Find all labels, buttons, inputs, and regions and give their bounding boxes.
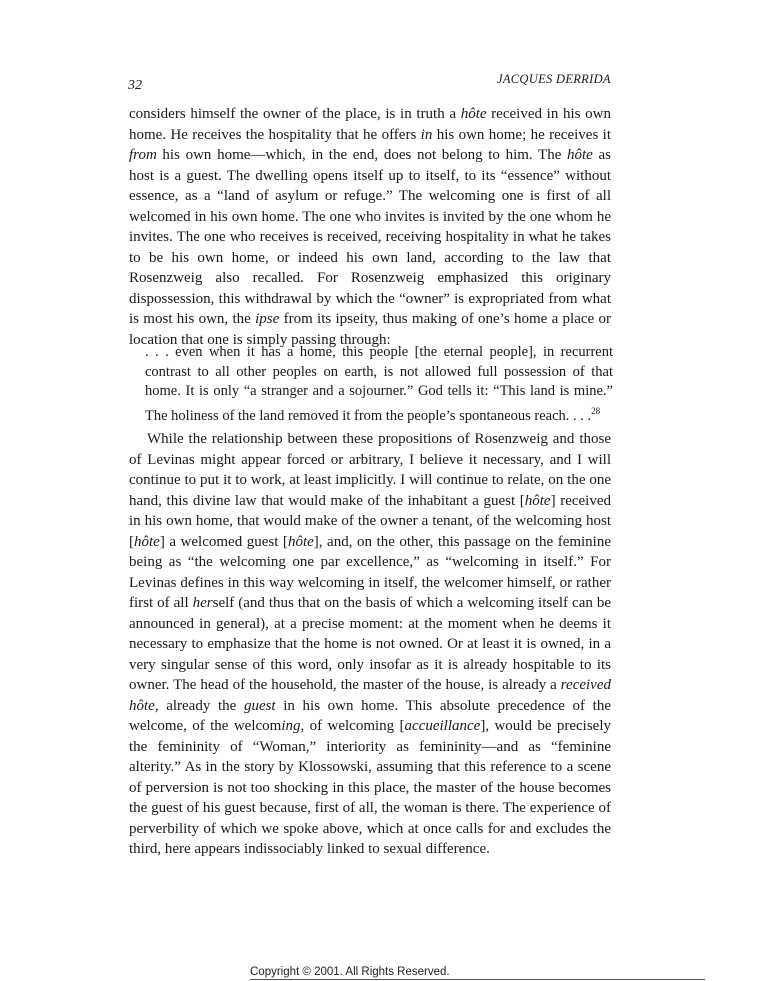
italic-text: received hôte, — [129, 677, 611, 714]
italic-text: hôte — [287, 533, 314, 550]
text-run: self (and thus that on the basis of which a welcoming itself can be announced in general), at a precise moment: at the moment when he deems it necessary to emphasize that the home is not owned. Or at least it is owned, in a very singular sense of this word, only insofar as it is already hospitable to its owner. The head of the household, the master of the house, is already a — [129, 595, 611, 693]
footnote-ref: 28 — [591, 405, 601, 416]
text-run: ], and, on the other, this passage on the feminine being as “the welcoming one par excellence,” as “welcoming in itself.” For Levinas defines in this way welcoming in itself, the welcomer himself, or rather first of all — [129, 533, 612, 611]
paragraph-2 — [129, 429, 611, 860]
text-run: from its ipseity, thus making of one’s home a place or location that one is simply passing through: — [129, 311, 611, 348]
italic-text: from — [129, 147, 157, 163]
page-number: 32 — [128, 78, 142, 93]
footer-rule — [250, 979, 705, 980]
text-run: While the relationship between these propositions of Rosenzweig and those of Levinas might appear forced or arbitrary, I believe it necessary, and I will continue to put it to work, at least implicitly. I will continue to relate, on the one hand, this divine law that would make of the inhabitant a guest [ — [129, 431, 611, 509]
italic-text: ipse — [255, 311, 280, 327]
running-head: JACQUES DERRIDA — [497, 72, 611, 86]
italic-text: in — [420, 126, 433, 143]
italic-text: accueillance — [404, 718, 481, 734]
paragraph-1 — [129, 104, 611, 350]
text-run: as host is a guest. The dwelling opens itself up to itself, to its “essence” without essence, as a “land of asylum or refuge.” The welcoming one is first of all welcomed in his own home. The one who invites is invited by the one whom he invites. The one who receives is received, receiving hospitality in what he takes to be his own home, or indeed his own land, according to the law that Rosenzweig also recalled. For Rosenzweig emphasized this originary dispossession, this withdrawal by which the “owner” is expropriated from what is most his own, the — [129, 147, 611, 327]
text-run: ] a welcomed guest [ — [159, 533, 288, 550]
text-run: , of welcoming [ — [300, 718, 405, 734]
text-run: his own home—which, in the end, does not belong to him. The — [156, 147, 568, 163]
copyright-footer: Copyright © 2001. All Rights Reserved. — [250, 966, 450, 978]
italic-text: ing — [281, 718, 301, 734]
italic-text: hôte — [134, 533, 160, 550]
italic-text: hôte — [460, 106, 487, 122]
italic-text: hôte — [567, 147, 593, 163]
block-quote — [145, 343, 613, 426]
text-run: ] received in his own home, that would make of the owner a tenant, of the welcoming host [ — [129, 492, 612, 550]
text-run: considers himself the owner of the place, is in truth a — [129, 106, 461, 122]
text-run: ], would be precisely the femininity of “Woman,” interiority as femininity—and as “feminine alterity.” As in the story by Klossowski, assuming that this reference to a scene of perversion is not too shocking in this place, the master of the house becomes the guest of his guest because, first of all, the woman is there. The experience of perverbility of which we spoke above, which at once calls for and excludes the third, here appears indissociably linked to sexual difference. — [129, 718, 612, 857]
text-run: his own home; he receives it — [432, 126, 611, 143]
italic-text: her — [192, 595, 213, 611]
italic-text: guest — [243, 697, 276, 714]
text-run: already the — [158, 697, 244, 714]
italic-text: hôte — [524, 492, 551, 509]
text-run: received in his own home. He receives the hospitality that he offers — [129, 106, 611, 143]
text-run: . . . even when it has a home, this people [the eternal people], in recurrent contrast to all other peoples on earth, is not allowed full possession of that home. It is only “a stranger and a sojourner.” God tells it: “This land is mine.” The holiness of the land removed it from the people’s spontaneous reach. . . . — [145, 344, 613, 424]
text-run: in his own home. This absolute precedence of the welcome, of the welcom — [129, 697, 611, 734]
